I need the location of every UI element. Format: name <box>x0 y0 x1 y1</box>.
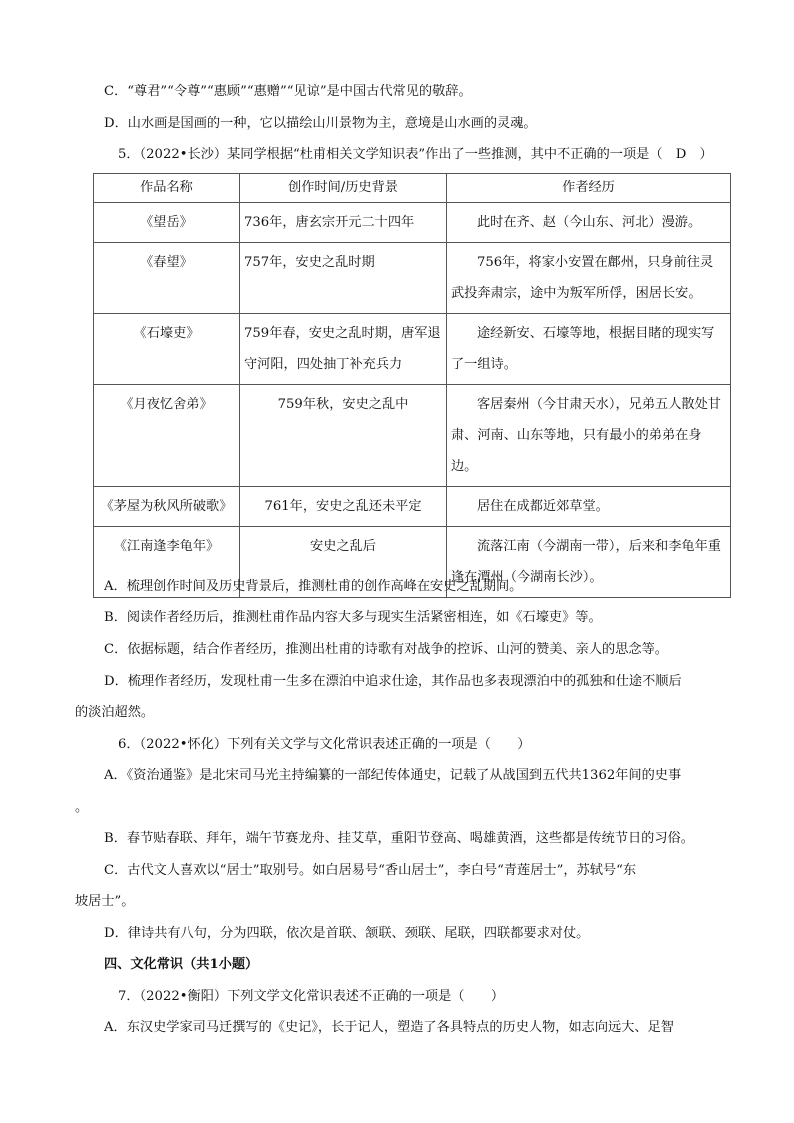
q5-option-b: B．阅读作者经历后，推测杜甫作品内容大多与现实生活紧密相连，如《石壕吏》等。 <box>104 610 602 625</box>
header-time: 创作时间/历史背景 <box>240 174 447 203</box>
cell-experience: 居住在成都近郊草堂。 <box>447 487 731 527</box>
table-row <box>94 203 731 243</box>
cell-experience: 客居秦州（今甘肃天水），兄弟五人散处甘肃、河南、山东等地，只有最小的弟弟在身边。 <box>447 385 731 487</box>
q5-option-d-line2: 的淡泊超然。 <box>75 705 155 720</box>
dufu-knowledge-table <box>93 173 731 598</box>
q6-option-c-line2: 坡居士”。 <box>75 894 135 909</box>
question-7-stem: 7．（2022•衡阳）下列文学文化常识表述不正确的一项是（ ） <box>118 989 505 1004</box>
q6-option-a-line1: A．《资治通鉴》是北宋司马光主持编纂的一部纪传体通史，记载了从战国到五代共1362年间的史事 <box>104 768 682 783</box>
cell-time: 757年，安史之乱时期 <box>240 243 447 314</box>
cell-experience: 756年，将家小安置在鄜州，只身前往灵武投奔肃宗，途中为叛军所俘，困居长安。 <box>447 243 731 314</box>
option-c-honorifics: C．“尊君”“令尊”“惠顾”“惠赠”“见谅”是中国古代常见的敬辞。 <box>104 84 472 99</box>
header-experience: 作者经历 <box>447 174 731 203</box>
q5-option-a: A．梳理创作时间及历史背景后，推测杜甫的创作高峰在安史之乱期间。 <box>104 579 523 594</box>
cell-work: 《月夜忆舍弟》 <box>94 385 240 487</box>
q6-option-d: D．律诗共有八句，分为四联，依次是首联、颔联、颈联、尾联，四联都要求对仗。 <box>104 926 590 941</box>
q5-option-d-line1: D．梳理作者经历，发现杜甫一生多在漂泊中追求仕途，其作品也多表现漂泊中的孤独和仕途不顺后 <box>104 674 682 689</box>
q6-option-c-line1: C．古代文人喜欢以“居士”取别号。如白居易号“香山居士”，李白号“青莲居士”，苏轼号“东 <box>104 863 637 878</box>
table-row <box>94 385 731 487</box>
header-work: 作品名称 <box>94 174 240 203</box>
cell-time: 759年春，安史之乱时期，唐军退守河阳，四处抽丁补充兵力 <box>240 314 447 385</box>
cell-work: 《石壕吏》 <box>94 314 240 385</box>
cell-work: 《江南逢李龟年》 <box>94 527 240 598</box>
q6-option-a-line2: 。 <box>75 800 89 815</box>
cell-work: 《茅屋为秋风所破歌》 <box>94 487 240 527</box>
table-row <box>94 314 731 385</box>
cell-time: 736年，唐玄宗开元二十四年 <box>240 203 447 243</box>
cell-time: 759年秋，安史之乱中 <box>240 385 447 487</box>
cell-experience: 此时在齐、赵（今山东、河北）漫游。 <box>447 203 731 243</box>
cell-work: 《望岳》 <box>94 203 240 243</box>
question-6-stem: 6．（2022•怀化）下列有关文学与文化常识表述正确的一项是（ ） <box>118 737 531 752</box>
question-5-stem: 5．（2022•长沙）某同学根据“杜甫相关文学知识表”作出了一些推测，其中不正确的一项是（ D ） <box>118 147 713 162</box>
cell-experience: 途经新安、石壕等地，根据目睹的现实写了一组诗。 <box>447 314 731 385</box>
q7-option-a: A．东汉史学家司马迁撰写的《史记》，长于记人，塑造了各具特点的历史人物，如志向远大、足智 <box>104 1020 674 1035</box>
table-header-row <box>94 174 731 203</box>
cell-time: 安史之乱后 <box>240 527 447 598</box>
cell-experience: 流落江南（今湖南一带），后来和李龟年重逢在潭州（今湖南长沙）。 <box>447 527 731 598</box>
cell-time: 761年，安史之乱还未平定 <box>240 487 447 527</box>
table-row <box>94 243 731 314</box>
q5-option-c: C．依据标题，结合作者经历，推测出杜甫的诗歌有对战争的控诉、山河的赞美、亲人的思念等。 <box>104 642 668 657</box>
cell-work: 《春望》 <box>94 243 240 314</box>
q6-option-b: B．春节贴春联、拜年，端午节赛龙舟、挂艾草，重阳节登高、喝雄黄酒，这些都是传统节日的习俗。 <box>104 831 694 846</box>
option-d-landscape: D．山水画是国画的一种，它以描绘山川景物为主，意境是山水画的灵魂。 <box>104 116 537 131</box>
section-4-heading: 四、文化常识（共1小题） <box>104 957 259 972</box>
table-row <box>94 487 731 527</box>
